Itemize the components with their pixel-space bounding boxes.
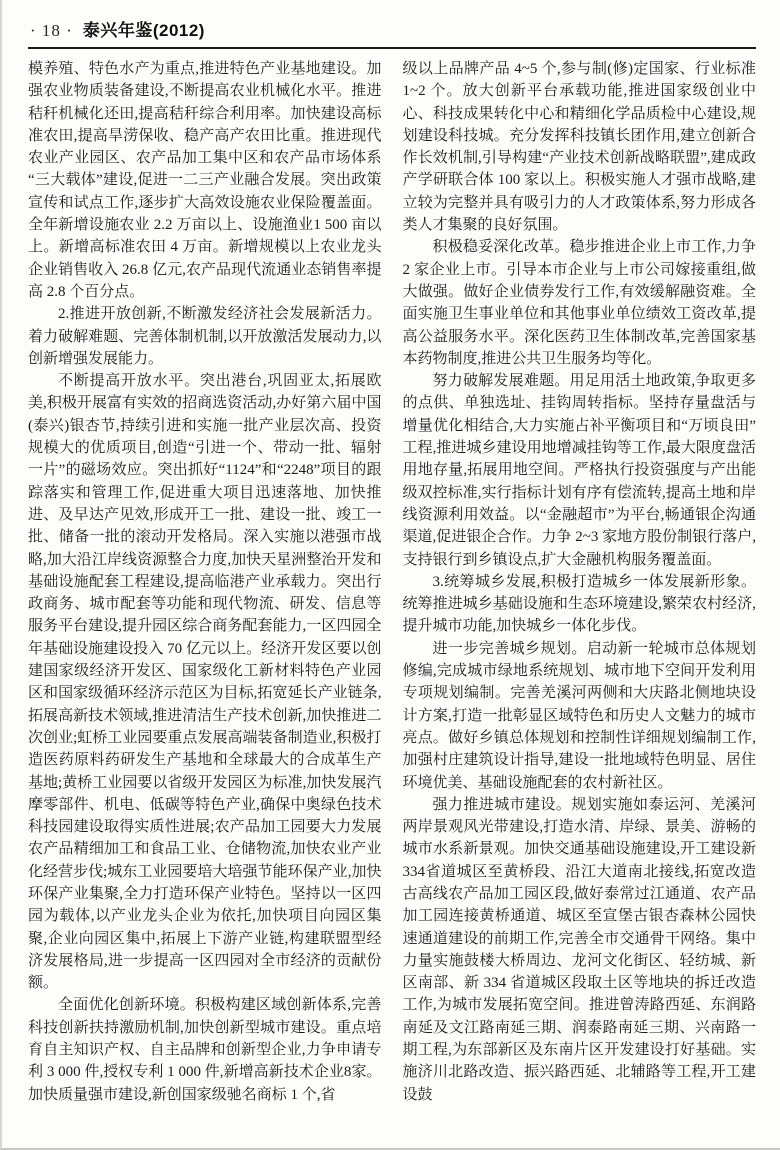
paragraph: 3.统筹城乡发展,积极打造城乡一体发展新形象。统筹推进城乡基础设施和生态环境建设,繁荣农村经济,提升城市功能,加快城乡一体化步伐。 (402, 573, 756, 635)
paragraph: 进一步完善城乡规划。启动新一轮城市总体规划修编,完成城市绿地系统规划、城市地下空间开发利用专项规划编制。完善羌溪河两侧和大庆路北侧地块设计方案,打造一批彰显区域特色和历史人文魅力的城市亮点。做好乡镇总体规划和控制性详细规划编制工作,加强村庄建筑设计指导,建设一批地域特色明显、居住环境优美、基础设施配套的农村新社区。 (402, 640, 756, 791)
page-title: 泰兴年鉴(2012) (82, 21, 205, 40)
paragraph: 2.推进开放创新,不断激发经济社会发展新活力。着力破解难题、完善体制机制,以开放激活发展动力,以创新增强发展能力。 (28, 306, 382, 367)
page-number: · 18 · (30, 21, 73, 40)
paragraph: 不断提高开放水平。突出港台,巩固亚太,拓展欧美,积极开展富有实效的招商选资活动,办好第六届中国(泰兴)银杏节,持续引进和实施一批产业层次高、投资规模大的优质项目,创造“引进一个、带动一批、辐射一片”的磁场效应。突出抓好“1124”和“2248”项目的跟踪落实和管理工作,促进重大项目迅速落地、加快推进、及早达产见效,形成开工一批、建设一批、竣工一批、储备一批的滚动开发格局。深入实施以港强市战略,加大沿江岸线资源整合力度,加快天星洲整治开发和基础设施配套工程建设,提高临港产业承载力。突出行政商务、城市配套等功能和现代物流、研发、信息等服务平台建设,提升园区综合商务配套能力,一区四园全年基础设施建设投入 70 亿元以上。经济开发区要以创建国家级经济开发区、国家级化工新材料特色产业园区和国家级循环经济示范区为目标,拓宽延长产业链条,拓展高新技术领域,推进清洁生产技术创新,加快推进二次创业;虹桥工业园要重点发展高端装备制造业,积极打造医药原料药研发生产基地和全球最大的合成革生产基地;黄桥工业园要以省级开发园区为标准,加快发展汽摩零部件、机电、低碳等特色产业,确保中奥绿色技术科技园建设取得实质性进展;农产品加工园要大力发展农产品精细加工和食品工业、仓储物流,加快农业产业化经营步伐;城东工业园要培大培强节能环保产业,加快环保产业集聚,全力打造环保产业特色。坚持以一区四园为载体,以产业龙头企业为依托,加快项目向园区集聚,企业向园区集中,拓展上下游产业链,构建联盟型经济发展格局,进一步提高一区四园对全市经济的贡献份额。 (28, 373, 382, 992)
left-column (28, 58, 382, 1120)
paragraph: 级以上品牌产品 4~5 个,参与制(修)定国家、行业标准 1~2 个。放大创新平台承载功能,推进国家级创业中心、科技成果转化中心和精细化学品质检中心建设,规划建设科技城。充分发挥科技镇长团作用,建立创新合作长效机制,引导构建“产业技术创新战略联盟”,建成政产学研联合体 100 家以上。积极实施人才强市战略,建立较为完整并具有吸引力的人才政策体系,努力形成各类人才集聚的良好氛围。 (402, 61, 756, 234)
paragraph: 强力推进城市建设。规划实施如泰运河、羌溪河两岸景观风光带建设,打造水清、岸绿、景美、游畅的城市水系新景观。加快交通基础设施建设,开工建设新 334省道城区至黄桥段、沿江大道南北接线,拓宽改造古高线农产品加工园区段,做好泰常过江通道、农产品加工园连接黄桥通道、城区至宣堡古银杏森林公园快速通道建设的前期工作,完善全市交通骨干网络。集中力量实施鼓楼大桥周边、龙河文化街区、轻纺城、新区南部、新 334 省道城区段取土区等地块的拆迁改造工作,为城市发展拓宽空间。推进曾涛路西延、东润路南延及文江路南延三期、润泰路南延三期、兴南路一期工程,为东部新区及东南片区开发建设打好基础。实施济川北路改造、振兴路西延、北辅路等工程,开工建设鼓 (402, 796, 756, 1103)
right-column (403, 58, 757, 1120)
paragraph: 模养殖、特色水产为重点,推进特色产业基地建设。加强农业物质装备建设,不断提高农业机械化水平。推进秸秆机械化还田,提高秸秆综合利用率。加快建设高标准农田,提高旱涝保收、稳产高产农田比重。推进现代农业产业园区、农产品加工集中区和农产品市场体系“三大载体”建设,促进一二三产业融合发展。突出政策宣传和试点工作,逐步扩大高效设施农业保险覆盖面。全年新增设施农业 2.2 万亩以上、设施渔业1 500 亩以上。新增高标准农田 4 万亩。新增规模以上农业龙头企业销售收入 26.8 亿元,农产品现代流通业态销售率提高 2.8 个百分点。 (28, 61, 382, 300)
paragraph: 积极稳妥深化改革。稳步推进企业上市工作,力争2 家企业上市。引导本市企业与上市公司嫁接重组,做大做强。做好企业债券发行工作,有效缓解融资难。全面实施卫生事业单位和其他事业单位绩效工资改革,提高公益服务水平。深化医药卫生体制改革,完善国家基本药物制度,推进公共卫生服务均等化。 (402, 239, 756, 367)
paragraph: 全面优化创新环境。积极构建区域创新体系,完善科技创新扶持激励机制,加快创新型城市建设。重点培育自主知识产权、自主品牌和创新型企业,力争申请专利 3 000 件,授权专利 1 000 件,新增高新技术企业8家。加快质量强市建设,新创国家级驰名商标 1 个,省 (28, 997, 382, 1103)
running-head (28, 16, 756, 42)
paragraph: 努力破解发展难题。用足用活土地政策,争取更多的点供、单独选址、挂钩周转指标。坚持存量盘活与增量优化相结合,大力实施占补平衡项目和“万顷良田”工程,推进城乡建设用地增减挂钩等工作,最大限度盘活用地存量,拓展用地空间。严格执行投资强度与产出能级双控标准,实行指标计划有序有偿流转,提高土地和岸线资源利用效益。以“金融超市”为平台,畅通银企沟通渠道,促进银企合作。力争 2~3 家地方股份制银行落户,支持银行到乡镇设点,扩大金融机构服务覆盖面。 (402, 373, 756, 568)
header-rule (28, 47, 756, 49)
text-columns (28, 58, 756, 1120)
